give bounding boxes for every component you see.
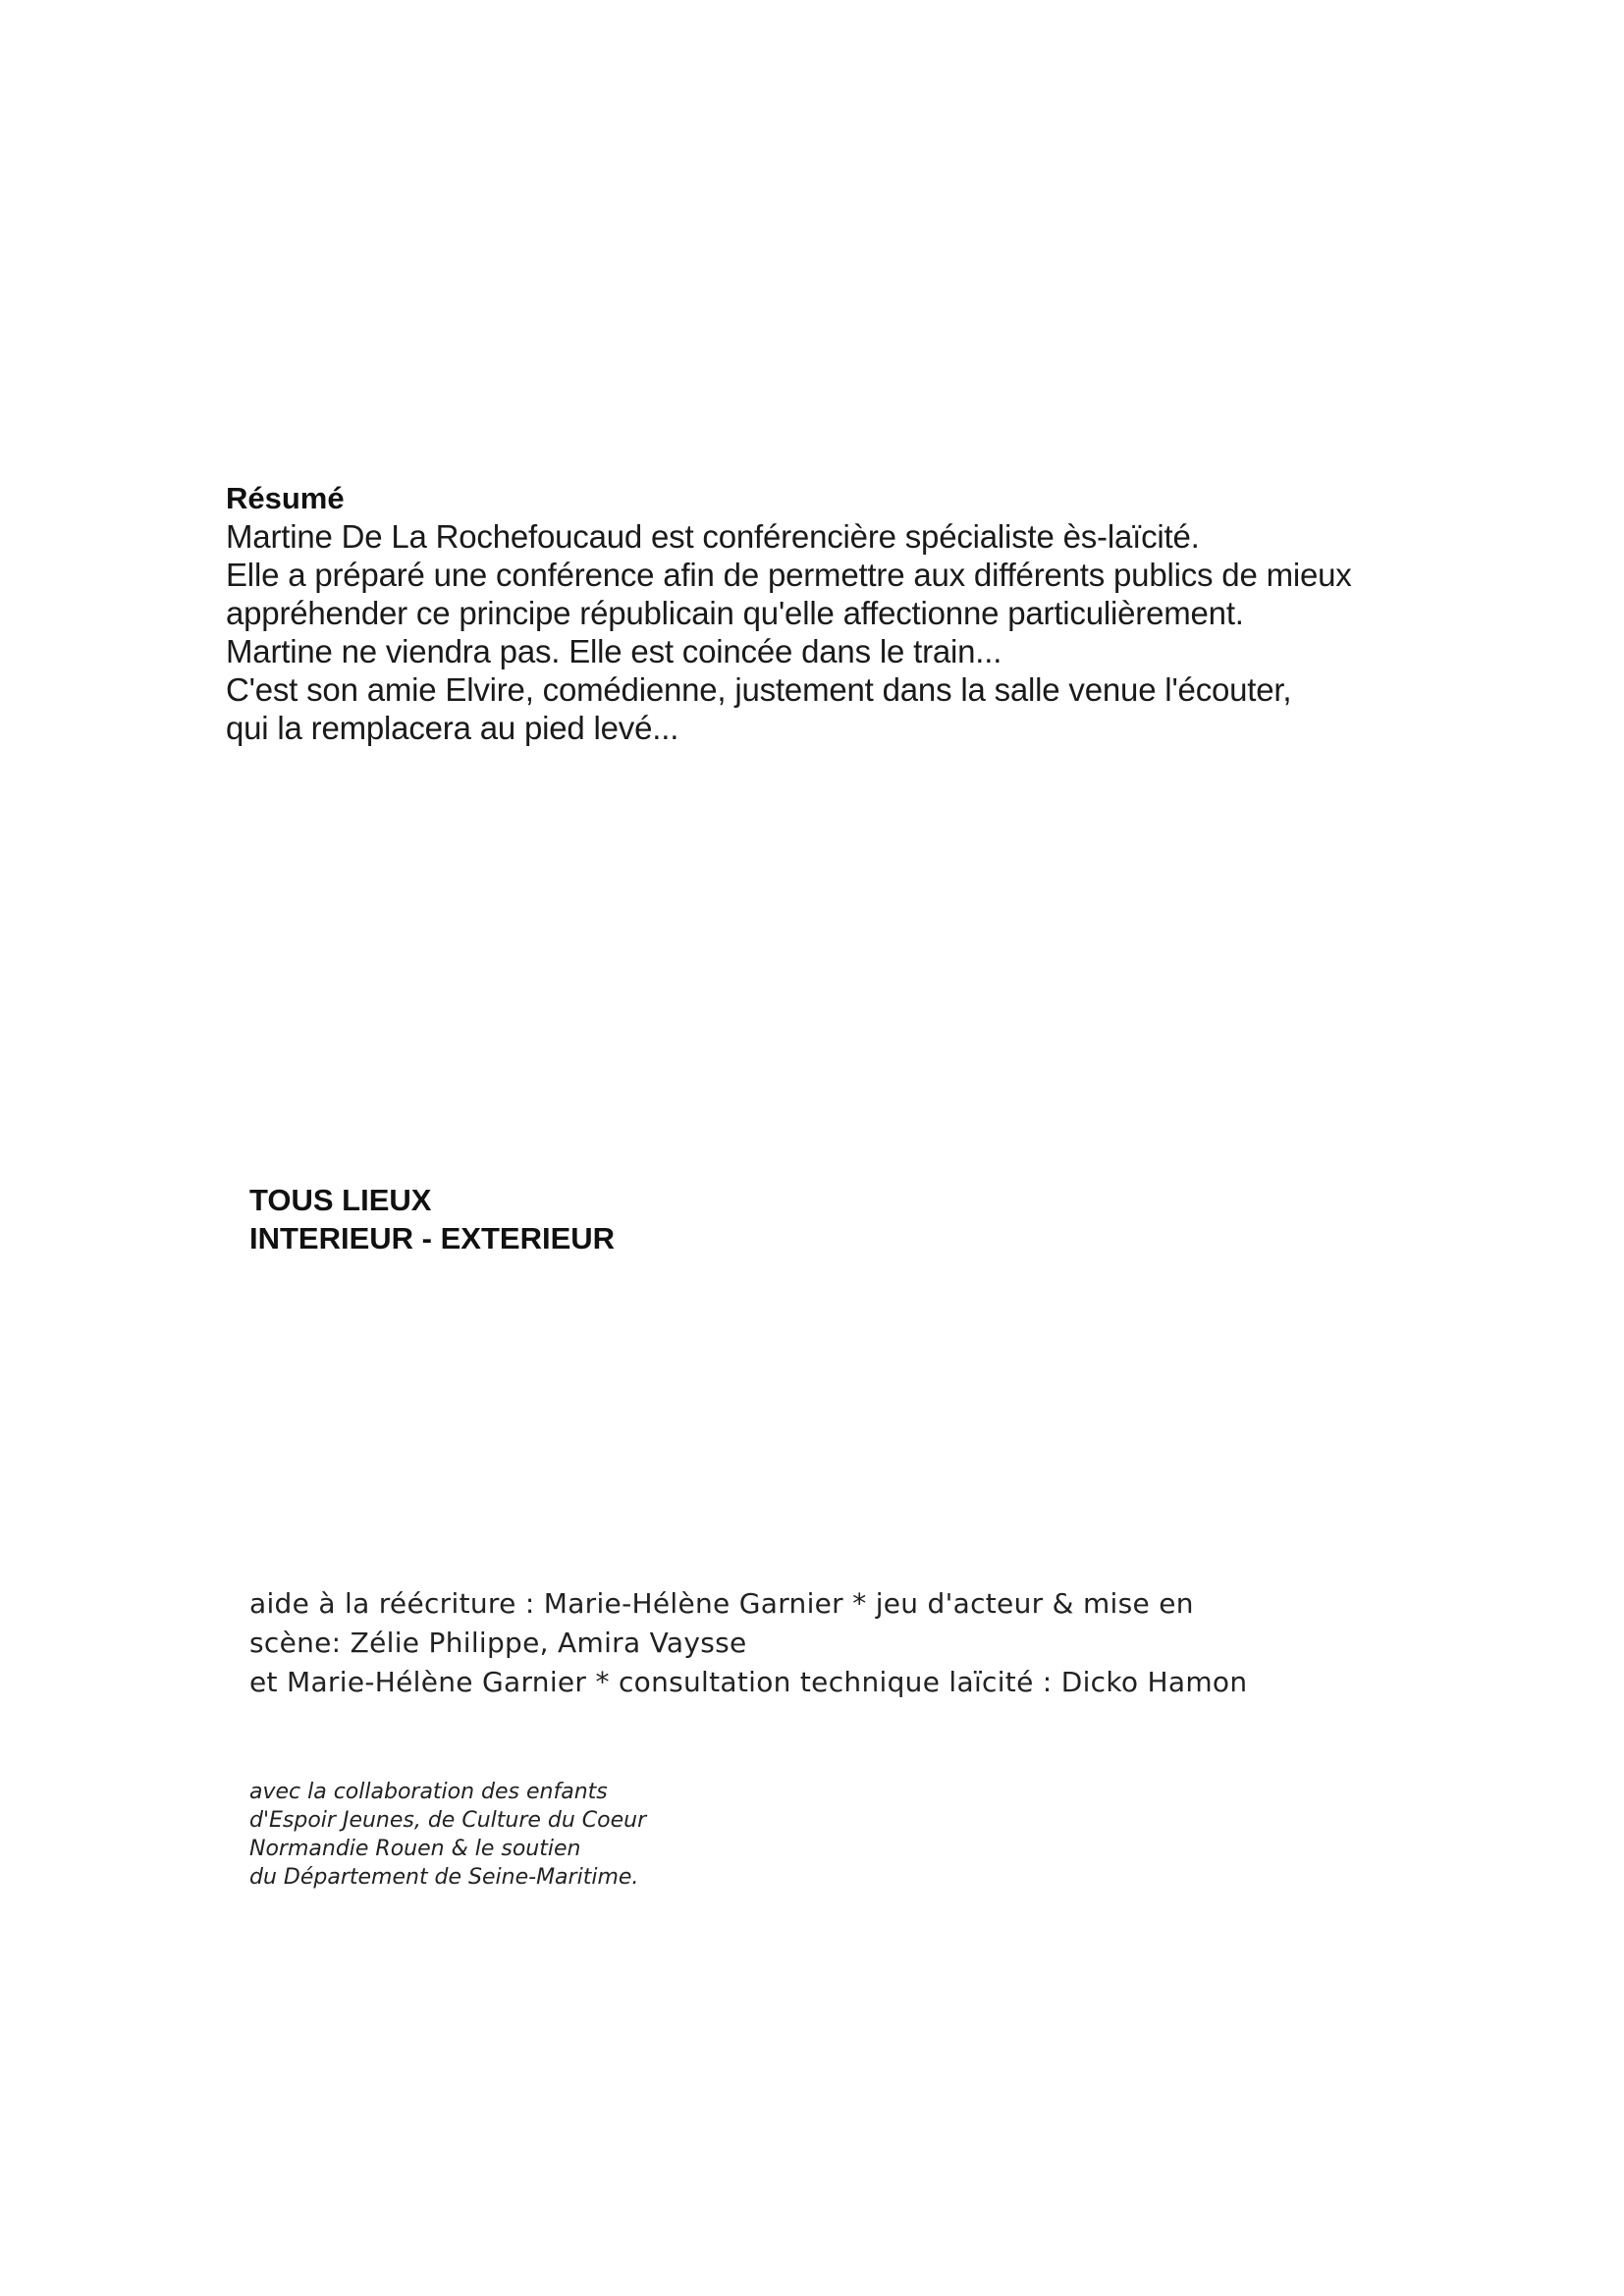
- resume-line: Martine De La Rochefoucaud est conférencière spécialiste ès-laïcité.: [226, 518, 1200, 555]
- resume-line: C'est son amie Elvire, comédienne, justement dans la salle venue l'écouter,: [226, 671, 1292, 708]
- credits-line: aide à la réécriture : Marie-Hélène Garnier * jeu d'acteur & mise en: [249, 1587, 1194, 1620]
- resume-line: Elle a préparé une conférence afin de permettre aux différents publics de mieux: [226, 557, 1352, 593]
- collaboration-line: du Département de Seine-Maritime.: [249, 1865, 639, 1890]
- collaboration-section: [249, 1778, 646, 1892]
- venue-section: [249, 1181, 615, 1257]
- credits-section: [249, 1584, 1329, 1702]
- venue-line: INTERIEUR - EXTERIEUR: [249, 1221, 616, 1255]
- resume-line: Martine ne viendra pas. Elle est coincée dans le train...: [226, 633, 1002, 669]
- resume-line: qui la remplacera au pied levé...: [226, 710, 679, 746]
- collaboration-line: Normandie Rouen & le soutien: [249, 1837, 581, 1861]
- resume-heading: Résumé: [226, 481, 345, 515]
- credits-line: et Marie-Hélène Garnier * consultation technique laïcité : Dicko Hamon: [249, 1666, 1248, 1698]
- resume-section: [226, 479, 1453, 747]
- venue-line: TOUS LIEUX: [249, 1183, 432, 1217]
- collaboration-line: d'Espoir Jeunes, de Culture du Coeur: [249, 1808, 647, 1833]
- credits-line: scène: Zélie Philippe, Amira Vaysse: [249, 1627, 747, 1659]
- resume-line: appréhender ce principe républicain qu'elle affectionne particulièrement.: [226, 595, 1244, 631]
- collaboration-line: avec la collaboration des enfants: [249, 1780, 608, 1804]
